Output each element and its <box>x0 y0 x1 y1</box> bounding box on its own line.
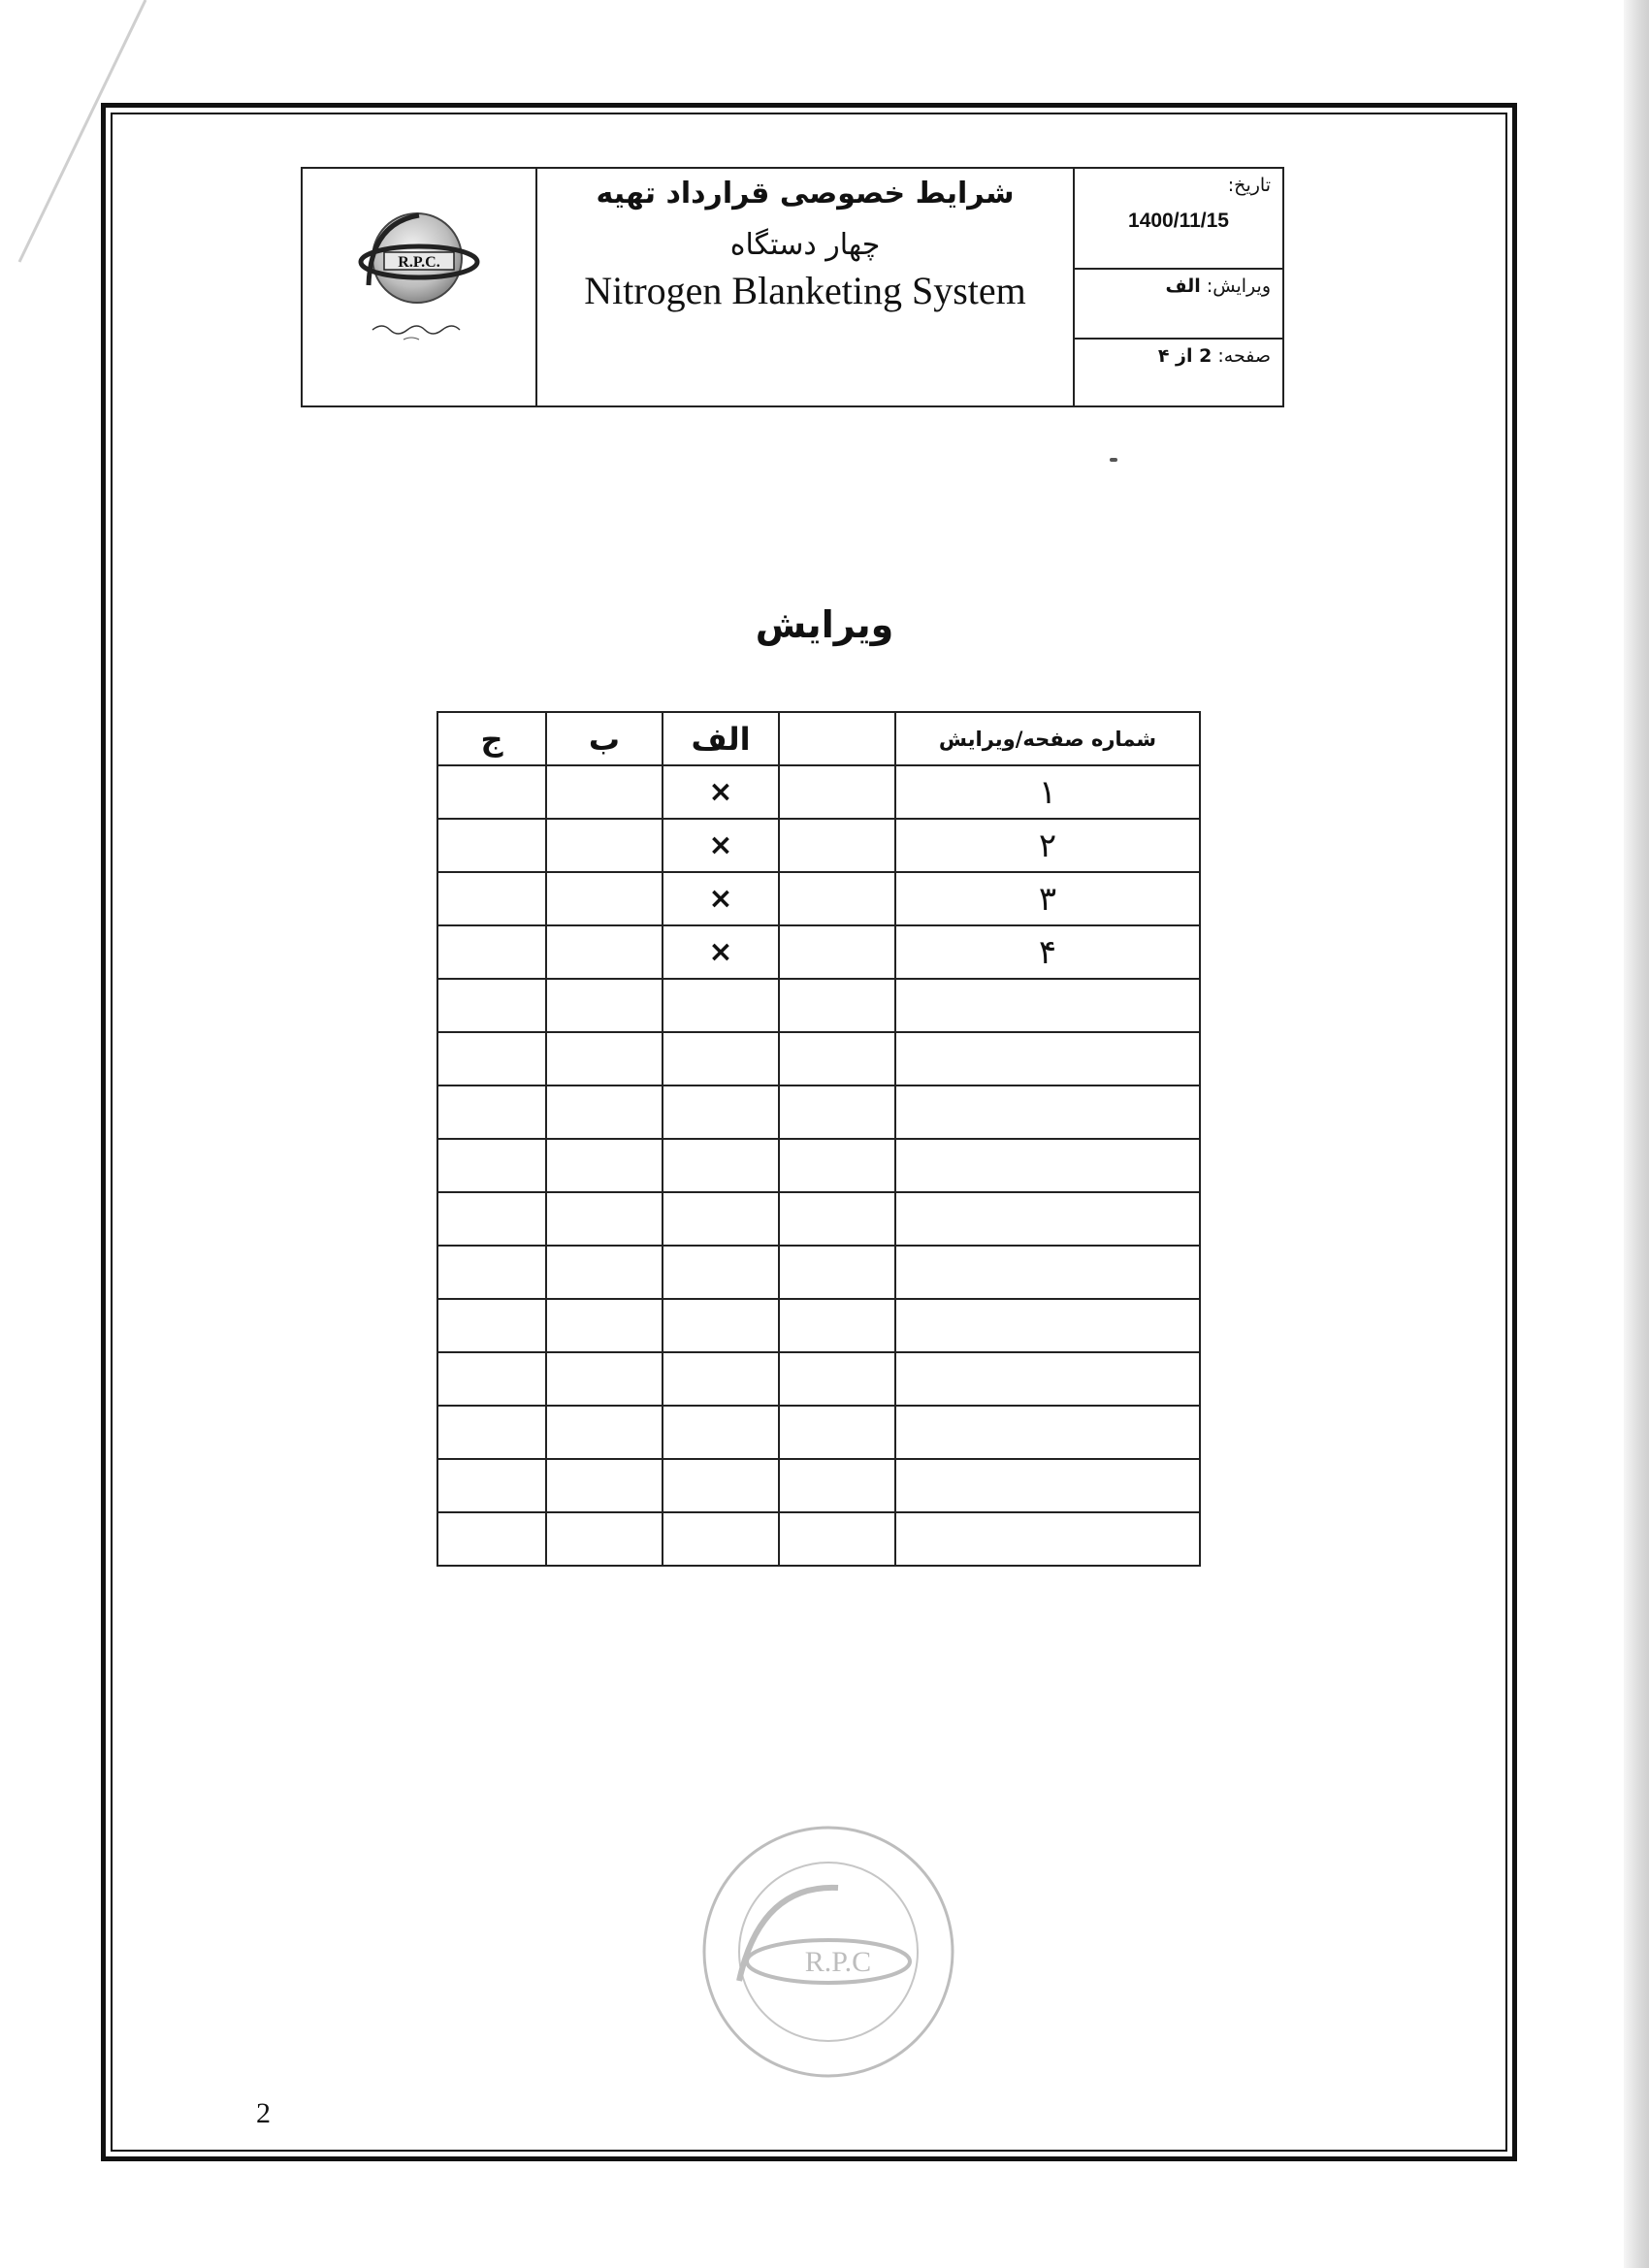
table-cell-empty <box>437 1032 546 1085</box>
company-stamp <box>693 1816 964 2088</box>
table-cell-empty <box>663 1246 779 1299</box>
title-line-3: Nitrogen Blanketing System <box>584 269 1026 312</box>
table-cell-empty <box>546 1192 663 1246</box>
cell-blank <box>779 819 895 872</box>
page-label: صفحه: <box>1217 345 1271 367</box>
table-cell-empty <box>895 1459 1200 1512</box>
table-cell-empty <box>663 1139 779 1192</box>
table-cell-empty <box>895 1085 1200 1139</box>
table-row-empty <box>437 1406 1200 1459</box>
cell-blank <box>779 872 895 925</box>
table-cell-empty <box>437 1246 546 1299</box>
table-cell-empty <box>437 979 546 1032</box>
table-cell-empty <box>546 1032 663 1085</box>
table-cell-empty <box>779 1192 895 1246</box>
table-cell-empty <box>546 1085 663 1139</box>
table-cell-empty <box>779 1139 895 1192</box>
table-cell-empty <box>895 1512 1200 1566</box>
table-cell-empty <box>779 1246 895 1299</box>
cell-c <box>437 925 546 979</box>
cell-page: ۲ <box>895 819 1200 872</box>
company-logo-cell <box>303 169 537 405</box>
table-cell-empty <box>895 1352 1200 1406</box>
col-header-page: شماره صفحه/ویرایش <box>895 712 1200 765</box>
revision-label: ویرایش: <box>1206 275 1271 297</box>
section-title: ویرایش <box>755 603 894 646</box>
cell-page: ۴ <box>895 925 1200 979</box>
page-number: 2 <box>256 2097 271 2129</box>
page-cell <box>1075 340 1282 405</box>
table-row-empty <box>437 1459 1200 1512</box>
table-header-row <box>437 712 1200 765</box>
table-row-empty <box>437 1299 1200 1352</box>
title-line-1: شرایط خصوصی قرارداد تهیه <box>596 177 1015 211</box>
table-cell-empty <box>895 1406 1200 1459</box>
table-cell-empty <box>663 1085 779 1139</box>
table-cell-empty <box>546 1459 663 1512</box>
table-row-empty <box>437 1246 1200 1299</box>
page-value: 2 از ۴ <box>1157 345 1212 367</box>
cell-blank <box>779 765 895 819</box>
table-cell-empty <box>779 979 895 1032</box>
table-cell-empty <box>663 1032 779 1085</box>
table-row-empty <box>437 979 1200 1032</box>
table-cell-empty <box>779 1512 895 1566</box>
date-cell <box>1075 169 1282 270</box>
scan-speck <box>1110 458 1117 462</box>
table-cell-empty <box>437 1512 546 1566</box>
table-cell-empty <box>895 979 1200 1032</box>
table-cell-empty <box>437 1192 546 1246</box>
table-cell-empty <box>779 1352 895 1406</box>
cell-c <box>437 765 546 819</box>
document-header <box>301 167 1284 407</box>
cell-blank <box>779 925 895 979</box>
table-row-empty <box>437 1512 1200 1566</box>
table-row-empty <box>437 1085 1200 1139</box>
table-row-empty <box>437 1139 1200 1192</box>
table-cell-empty <box>895 1192 1200 1246</box>
table-cell-empty <box>779 1459 895 1512</box>
table-row <box>437 925 1200 979</box>
table-cell-empty <box>437 1352 546 1406</box>
revision-cell <box>1075 270 1282 340</box>
cell-b <box>546 765 663 819</box>
table-cell-empty <box>546 1512 663 1566</box>
cell-page: ۱ <box>895 765 1200 819</box>
cell-a: × <box>663 765 779 819</box>
date-label: تاریخ: <box>1227 175 1271 196</box>
col-header-a: الف <box>663 712 779 765</box>
table-cell-empty <box>663 1192 779 1246</box>
cell-a: × <box>663 872 779 925</box>
table-cell-empty <box>895 1139 1200 1192</box>
table-cell-empty <box>437 1459 546 1512</box>
table-cell-empty <box>546 1299 663 1352</box>
cell-c <box>437 819 546 872</box>
company-logo-icon <box>303 169 535 405</box>
table-cell-empty <box>779 1032 895 1085</box>
table-cell-empty <box>546 1139 663 1192</box>
table-cell-empty <box>663 1512 779 1566</box>
table-cell-empty <box>546 1246 663 1299</box>
table-cell-empty <box>779 1085 895 1139</box>
col-header-blank <box>779 712 895 765</box>
table-cell-empty <box>663 1299 779 1352</box>
table-cell-empty <box>895 1246 1200 1299</box>
table-row <box>437 765 1200 819</box>
table-cell-empty <box>437 1139 546 1192</box>
col-header-c: ج <box>437 712 546 765</box>
revision-table <box>436 711 1201 1567</box>
cell-page: ۳ <box>895 872 1200 925</box>
header-title-cell <box>537 169 1075 405</box>
header-meta-cell <box>1075 169 1282 405</box>
cell-a: × <box>663 819 779 872</box>
cell-b <box>546 925 663 979</box>
table-cell-empty <box>546 1406 663 1459</box>
cell-b <box>546 819 663 872</box>
scan-edge <box>1624 0 1649 2268</box>
table-cell-empty <box>779 1299 895 1352</box>
table-cell-empty <box>437 1406 546 1459</box>
table-cell-empty <box>779 1406 895 1459</box>
table-row-empty <box>437 1032 1200 1085</box>
revision-value: الف <box>1165 275 1201 297</box>
cell-c <box>437 872 546 925</box>
cell-a: × <box>663 925 779 979</box>
cell-b <box>546 872 663 925</box>
table-cell-empty <box>437 1299 546 1352</box>
logo-text: R.P.C. <box>398 254 440 271</box>
table-cell-empty <box>895 1299 1200 1352</box>
table-cell-empty <box>895 1032 1200 1085</box>
table-cell-empty <box>663 1352 779 1406</box>
table-cell-empty <box>663 1406 779 1459</box>
date-value: 1400/11/15 <box>1128 210 1229 232</box>
table-row <box>437 872 1200 925</box>
table-cell-empty <box>546 1352 663 1406</box>
table-row <box>437 819 1200 872</box>
table-cell-empty <box>663 979 779 1032</box>
stamp-text: R.P.C <box>804 1946 872 1978</box>
table-row-empty <box>437 1192 1200 1246</box>
title-line-2: چهار دستگاه <box>729 228 881 262</box>
table-row-empty <box>437 1352 1200 1406</box>
table-cell-empty <box>663 1459 779 1512</box>
table-cell-empty <box>546 979 663 1032</box>
table-cell-empty <box>437 1085 546 1139</box>
col-header-b: ب <box>546 712 663 765</box>
